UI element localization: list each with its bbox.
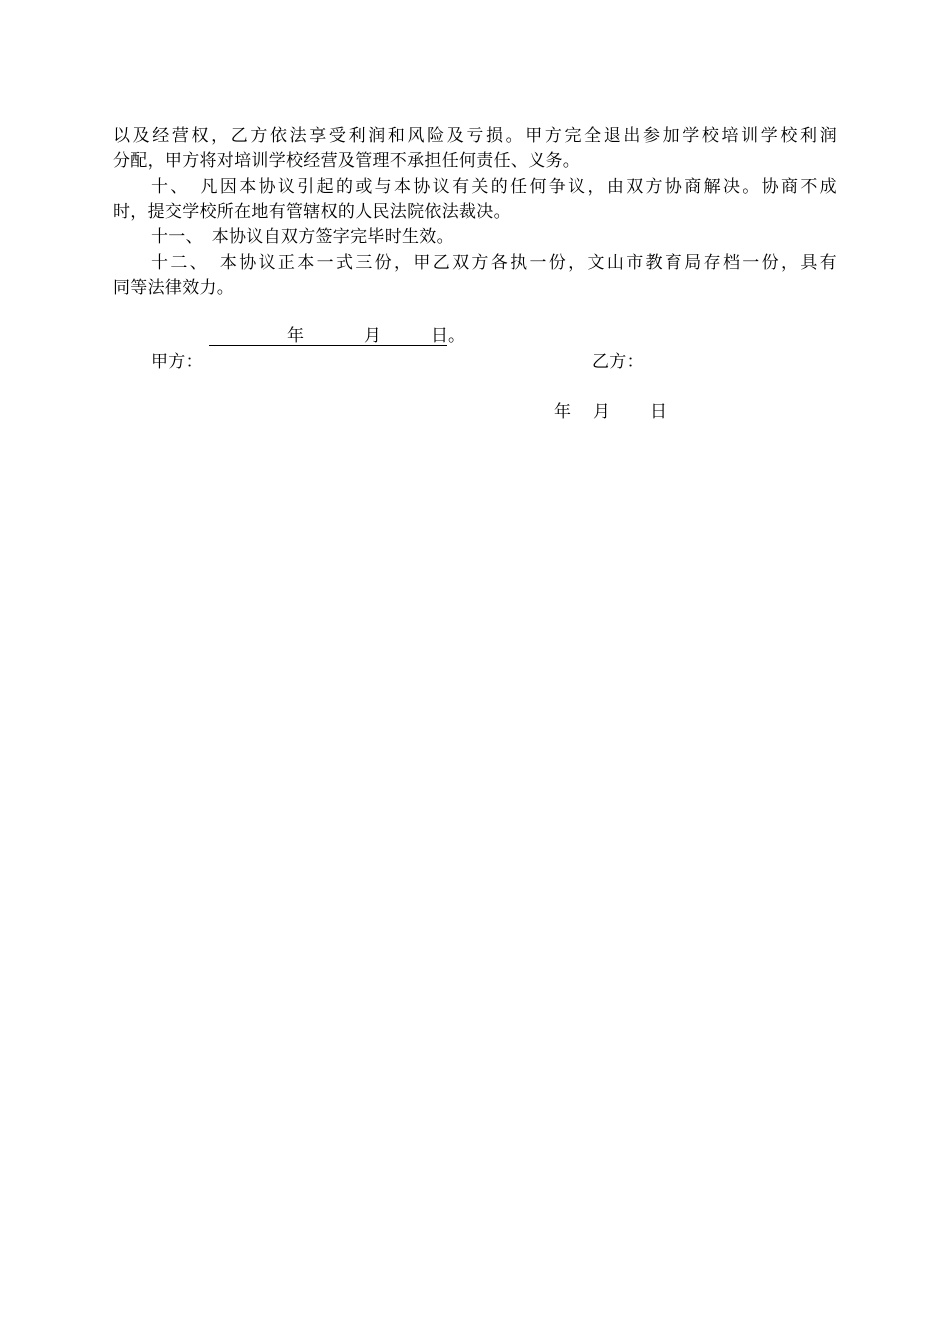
clause-ten-line-2: 时，提交学校所在地有管辖权的人民法院依法裁决。 — [113, 202, 511, 222]
party-b-date-year: 年 — [554, 402, 572, 422]
clause-eleven: 十一、 本协议自双方签字完毕时生效。 — [151, 227, 454, 247]
date-day: 日 — [431, 326, 449, 346]
clause-ten-line-1: 十、 凡因本协议引起的或与本协议有关的任何争议，由双方协商解决。协商不成 — [151, 177, 837, 197]
date-month: 月 — [364, 326, 382, 346]
clause-twelve-line-2: 同等法律效力。 — [113, 278, 235, 298]
party-a-label: 甲方： — [151, 352, 203, 372]
clause-twelve-line-1: 十二、 本协议正本一式三份，甲乙双方各执一份，文山市教育局存档一份，具有 — [151, 253, 837, 273]
party-b-label: 乙方： — [592, 352, 644, 372]
date-end-punct: 。 — [448, 326, 466, 346]
date-underline — [209, 345, 447, 346]
party-b-date-month: 月 — [593, 402, 611, 422]
party-b-date-day: 日 — [650, 402, 668, 422]
paragraph-line-1: 以及经营权，乙方依法享受利润和风险及亏损。甲方完全退出参加学校培训学校利润 — [113, 126, 837, 146]
paragraph-line-2: 分配，甲方将对培训学校经营及管理不承担任何责任、义务。 — [113, 151, 581, 171]
date-year: 年 — [287, 326, 305, 346]
